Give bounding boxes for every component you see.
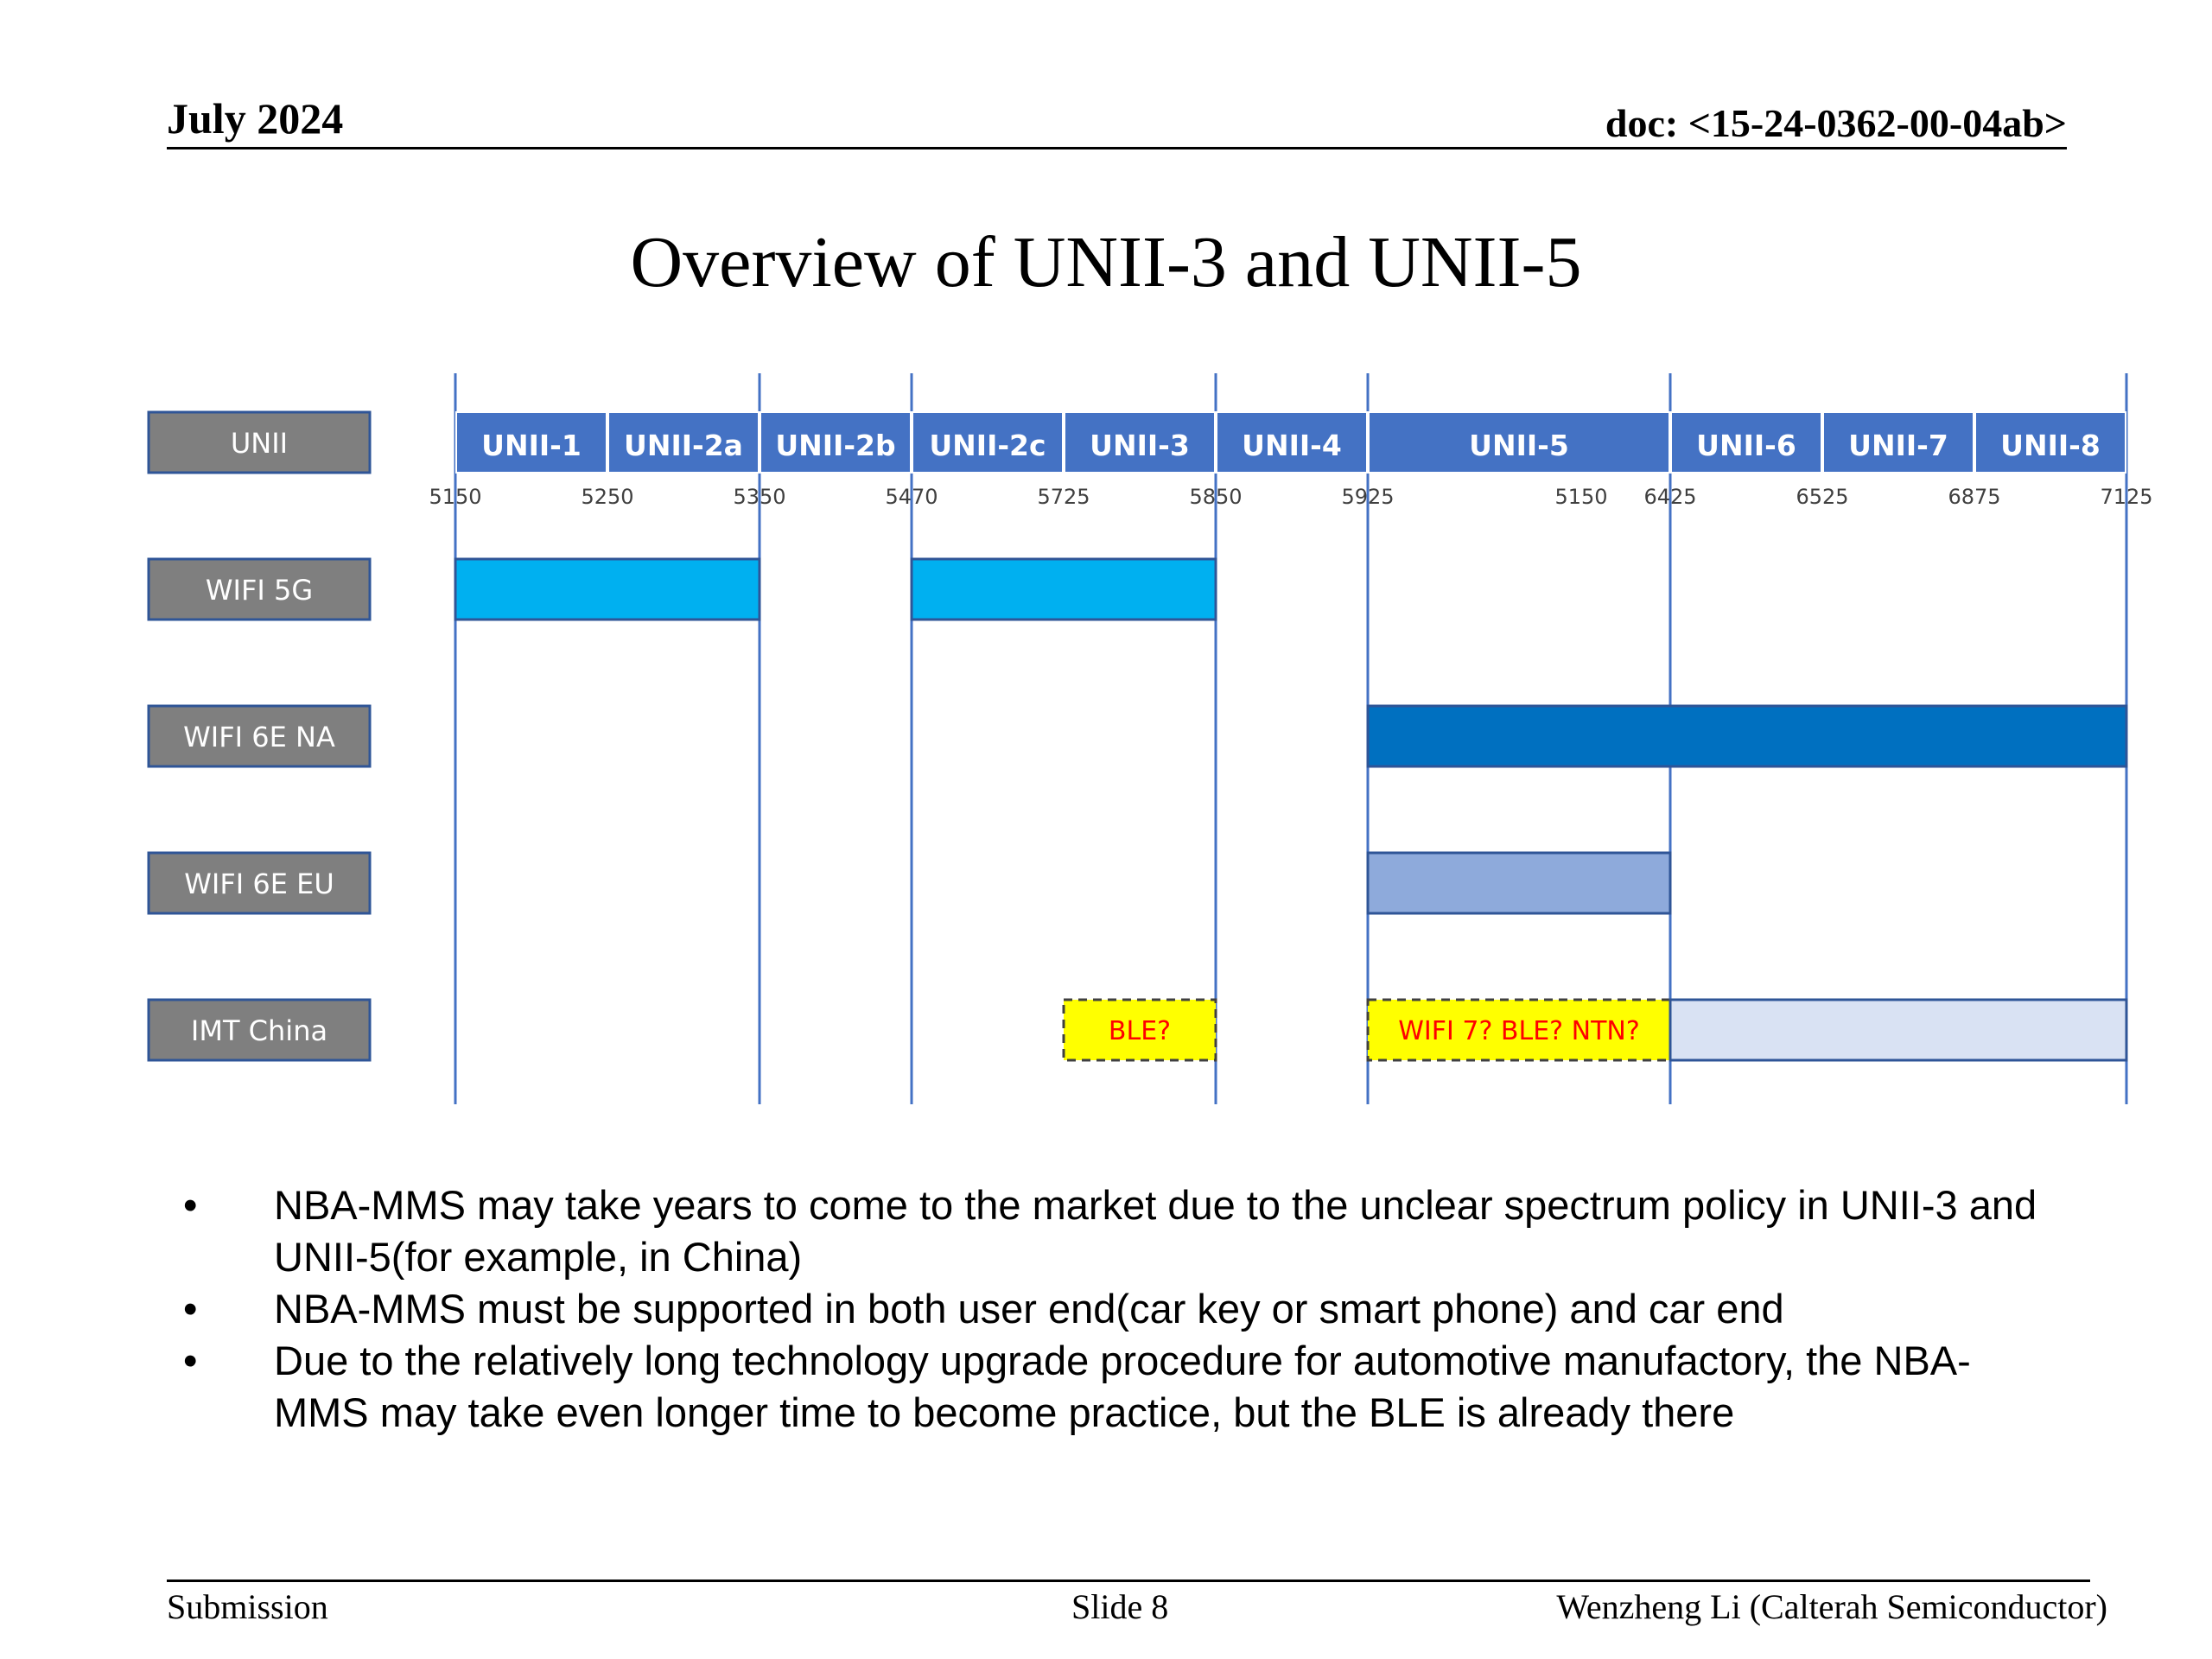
footer-author: Wenzheng Li (Calterah Semiconductor) bbox=[1556, 1587, 2107, 1626]
unii-band-label: UNII-3 bbox=[1090, 429, 1190, 462]
unii-band-label: UNII-8 bbox=[2000, 429, 2101, 462]
frequency-tick-label: 5250 bbox=[581, 485, 634, 509]
unii-band-label: UNII-6 bbox=[1696, 429, 1796, 462]
bullet-text: NBA-MMS may take years to come to the market due to the unclear spectrum policy in UNII-3 and UNII-5(for example, in China) bbox=[274, 1182, 2037, 1280]
footer-slide-number: Slide 8 bbox=[1071, 1587, 1169, 1626]
allocation-bar bbox=[1368, 706, 2126, 766]
bullet-item bbox=[183, 1335, 2041, 1439]
allocation-bar bbox=[912, 559, 1216, 620]
bullet-item bbox=[183, 1179, 2041, 1283]
bullet-list bbox=[183, 1179, 2041, 1439]
unii-band-label: UNII-4 bbox=[1242, 429, 1342, 462]
footer-rule bbox=[167, 1580, 2090, 1582]
row-label-text: WIFI 5G bbox=[205, 574, 314, 607]
bullet-dot: • bbox=[183, 1338, 198, 1383]
frequency-tick-label: 6425 bbox=[1643, 485, 1697, 509]
header-doc-number: doc: <15-24-0362-00-04ab> bbox=[1605, 101, 2067, 145]
allocation-bar bbox=[1368, 853, 1670, 913]
unii-band-label: UNII-2c bbox=[929, 429, 1046, 462]
row-label-text: IMT China bbox=[190, 1014, 328, 1047]
frequency-tick-label: 6525 bbox=[1796, 485, 1849, 509]
allocation-label: WIFI 7? BLE? NTN? bbox=[1398, 1016, 1640, 1046]
bullet-item bbox=[183, 1283, 2041, 1335]
row-label-text: UNII bbox=[230, 427, 289, 460]
slide-title: Overview of UNII-3 and UNII-5 bbox=[630, 222, 1582, 302]
frequency-tick-label: 5150 bbox=[429, 485, 482, 509]
bullet-dot: • bbox=[183, 1286, 198, 1332]
footer-submission: Submission bbox=[167, 1587, 328, 1626]
frequency-tick-label: 5725 bbox=[1037, 485, 1090, 509]
bullet-dot: • bbox=[183, 1182, 198, 1228]
unii-band-label: UNII-5 bbox=[1469, 429, 1569, 462]
frequency-tick-label: 5150 bbox=[1554, 485, 1608, 509]
unii-band-label: UNII-1 bbox=[481, 429, 582, 462]
bullet-text: NBA-MMS must be supported in both user end(car key or smart phone) and car end bbox=[274, 1286, 1784, 1332]
allocation-label: BLE? bbox=[1108, 1016, 1172, 1046]
row-label-text: WIFI 6E NA bbox=[183, 721, 335, 753]
frequency-tick-label: 7125 bbox=[2100, 485, 2153, 509]
allocation-bar bbox=[455, 559, 760, 620]
row-label-text: WIFI 6E EU bbox=[184, 868, 334, 900]
bullet-text: Due to the relatively long technology upgrade procedure for automotive manufactory, the NBA-MMS may take even longer time to become practice, but the BLE is already there bbox=[274, 1338, 1971, 1435]
frequency-tick-label: 6875 bbox=[1948, 485, 2001, 509]
unii-band-label: UNII-2a bbox=[624, 429, 743, 462]
allocation-bar bbox=[1670, 1000, 2126, 1060]
frequency-tick-label: 5470 bbox=[885, 485, 938, 509]
header-date: July 2024 bbox=[167, 94, 344, 143]
frequency-tick-label: 5850 bbox=[1189, 485, 1243, 509]
unii-band-label: UNII-2b bbox=[775, 429, 896, 462]
unii-band-label: UNII-7 bbox=[1848, 429, 1948, 462]
frequency-tick-label: 5350 bbox=[733, 485, 786, 509]
frequency-tick-label: 5925 bbox=[1341, 485, 1395, 509]
